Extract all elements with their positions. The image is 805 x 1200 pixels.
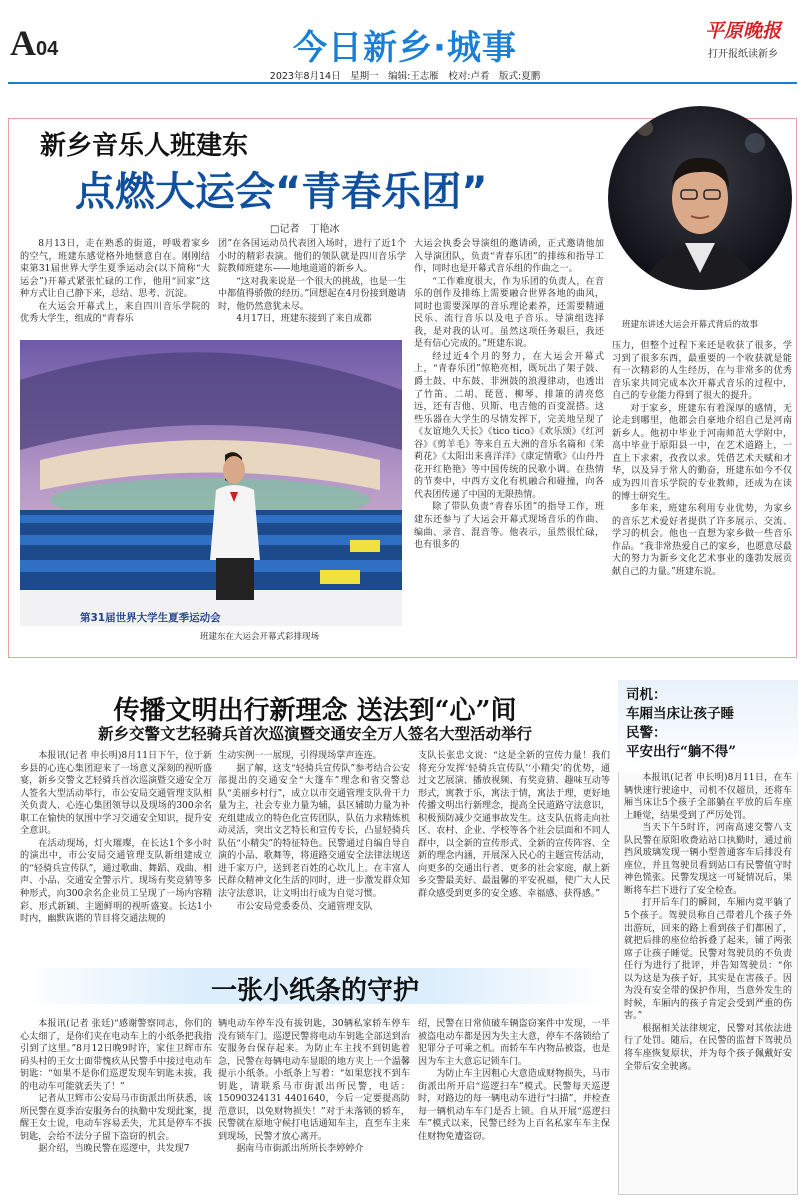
article1-byline: □记者 丁艳冰 xyxy=(270,224,340,235)
paragraph: 打开后车门的瞬间，车厢内竟平躺了5个孩子。驾驶员称自己带着几个孩子外出游玩，回来的路上看到孩子们都困了，就把后排的座位给拆叠了起来，铺了两张席子让孩子睡觉。民警对驾驶员的不负责任行为进行了批评，并告知驾驶员：“你以为这是为孩子好，其实是在害孩子。因为没有安全带的保护作用，当意外发生的时候，车厢内的孩子肯定会受到严重的伤害。” xyxy=(624,898,792,1022)
article3-col3 xyxy=(418,1018,610,1194)
paragraph: 当天下午5时许，河南高速交警八支队民警在原阳收费站站口执勤时，通过前挡风玻璃发现一辆小型普通客车后排没有座位，并且驾驶员看到站口有民警值守时神色慌张。民警发现这一可疑情况后，果断将车拦下进行了安全检查。 xyxy=(624,823,792,896)
page-letter: A xyxy=(10,23,36,63)
paragraph: 据了解，这支“轻骑兵宣传队”参考结合公安部提出的交通安全“大篷车”理念和省交警总队“美丽乡村行”，成立以市交通管理支队骨干力量为主，社会专业力量为辅，县区辅助力量为补充组建成立的特色化宣传团队，队伍力求精炼机动灵活，突出文艺特长和宣传专长，凸显轻骑兵队伍“小精尖”的特征特色。民警通过自编自导自演的小品、歌舞等，将道路交通安全法律法规送进千家万户，送到老百姓的心坎儿上。在丰富人民群众精神文化生活的同时，进一步激发群众知法守法意识，让文明出行成为自觉习惯。 xyxy=(218,763,410,900)
paragraph: 市公安局党委委员、交通管理支队 xyxy=(236,901,373,912)
page-number xyxy=(10,22,90,62)
paragraph: 4月17日，班建东接到了来自成都 xyxy=(236,314,372,325)
section-title: 今日新乡·城事 xyxy=(293,28,517,68)
paragraph: 辆电动车停车没有拔钥匙，30辆私家轿车停车没有锁车门。巡逻民警将电动车钥匙全部送到治安服务台保存起来。为防止车主找不到钥匙着急，民警在每辆电动车显眼的地方夹上一个温馨提示小纸条。小纸条上写着：“如果您找不到车钥匙，请联系马市街派出所民警，电话：15090324131 4401640，今后一定要提高防范意识，以免财物损失！”对于未落锁的轿车，民警就在原地守候打电话通知车主，直至车主来到现场，民警才放心离开。 xyxy=(218,1019,410,1142)
stage-photo xyxy=(20,340,402,626)
paragraph: 支队长张忠文说：“这是全新的宣传力量！我们将充分发挥‘轻骑兵宣传队’‘小精尖’的优势，通过文艺展演、播放视频、有奖竞猜、趣味互动等形式，寓教于乐，寓法于情，寓法于理，更好地传播文明出行新理念，提高全民道路守法意识，积极预防减少交通事故发生。这支队伍将走向社区、农村、企业、学校等各个社会层面和不同人群中，以全新的宣传形式、全新的宣传阵容、全新的理念内涵，开展深入民心的主题宣传活动，向更多的交通出行者、更多的社会家庭，献上新乡交警最美好、最温馨的平安祝福，使广大人民群众感受到更多的安全感、幸福感、获得感。” xyxy=(418,751,610,900)
article3-headline: 一张小纸条的守护 xyxy=(210,976,419,1006)
paragraph: 本报讯(记者 申长明)8月11日，在车辆快速行驶途中，司机不仅超员，还将车厢当床让5个孩子全部躺在平放的后车座上睡觉，结果受到了严厉处罚。 xyxy=(624,773,792,821)
article2-col1 xyxy=(20,750,212,950)
article2-subhead: 新乡交警文艺轻骑兵首次巡演暨交通安全万人签名大型活动举行 xyxy=(97,724,532,743)
newspaper-logo xyxy=(688,16,798,62)
paragraph: “工作难度很大，作为乐团的负责人，在音乐的创作及排练上需要融合世界各地的曲风，同时也需要深厚的音乐理论素养，还需要精通民乐、流行音乐以及电子音乐。导演组选择我，是对我的认可。虽然这项任务艰巨，我还是有信心完成的。”班建东说。 xyxy=(414,276,604,350)
paragraph: 经过近4个月的努力，在大运会开幕式上，“青春乐团”惊艳亮相，既玩出了架子鼓、爵士鼓、中东鼓、非洲鼓的浪漫律动，也透出了竹笛、二胡、琵琶、柳琴、排箫的清亮悠远，还有吉他、贝斯、电吉他的百变混搭。这些乐器在大学生的尽情发挥下，完美地呈现了《友谊地久天长》《tico tico》《欢乐颂》《红河谷》《剪羊毛》等来自五大洲的音乐名篇和《茉莉花》《太阳出来喜洋洋》《康定情歌》《山丹丹花开红艳艳》等中国传统的民歌小调。在热情的节奏中，中西方文化有机融合和碰撞，向各代表团传递了中国的无限热情。 xyxy=(414,351,604,500)
headline-line: 平安出行“躺不得” xyxy=(626,743,737,760)
paragraph: 绍，民警在日常侦破车辆盗窃案件中发现，一半被盗电动车都是因为失主大意，停车不落锁给了犯罪分子可乘之机。而轿车车内物品被盗，也是因为车主大意忘记锁车门。 xyxy=(418,1019,610,1067)
meta-line: 2023年8月14日 星期一 编辑:王志雁 校对:卢肴 版式:夏鹏 xyxy=(269,71,541,82)
article2-col3 xyxy=(418,750,610,950)
portrait-photo xyxy=(605,98,795,318)
paragraph: 记者从卫辉市公安局马市街派出所获悉，该所民警在夏季治安服务台的执勤中发现此案，提醒王女士说，电动车容易丢失，尤其是停车不拔钥匙，会给不法分子留下盗窃的机会。 xyxy=(20,1094,212,1142)
paragraph: 生动实例一一展现，引得现场掌声连连。 xyxy=(218,751,382,761)
paragraph: “这对我来说是一个很大的挑战，也是一生中都值得骄傲的经历。”回想起在4月份接到邀请时，他仍然意犹未尽。 xyxy=(218,276,406,312)
article3-col1 xyxy=(20,1018,212,1194)
page-num: 04 xyxy=(36,38,59,60)
header-rule xyxy=(8,82,797,84)
article4-headline xyxy=(626,686,796,762)
paragraph: 为防止车主因粗心大意造成财物损失，马市街派出所开启“巡逻扫车”模式。民警每天巡逻时，对路边的每一辆电动车进行“扫描”，并检查每一辆机动车车门是否上锁。自从开展“巡逻扫车”模式以来，民警已经为上百名私家车车主保住财物免遭盗窃。 xyxy=(418,1069,610,1142)
logo-text: 平原晚报 xyxy=(704,20,781,42)
article1-col3 xyxy=(414,238,604,652)
paragraph: 对于家乡，班建东有着深厚的感情，无论走到哪里，他都会自豪地介绍自己是河南新乡人。他初中毕业于河南师范大学附中，高中毕业于原阳县一中，在艺术道路上，一直上下求索，孜孜以求。凭借艺术天赋和才华，以及异于常人的勤奋，班建东如今不仅成为四川音乐学院的专业教师，还成为在读的博士研究生。 xyxy=(612,403,792,502)
photo-banner: 第31届世界大学生夏季运动会 xyxy=(80,612,221,624)
paragraph: 本报讯(记者 申长明)8月11日下午，位于新乡县的心连心集团迎来了一场意义深刻的视听盛宴，新乡交警文艺轻骑兵首次巡演暨交通安全万人签名大型活动举行，市公安局交通管理支队相关负责人、心连心集团领导以及现场的300余名职工在愉快的氛围中学习交通安全知识，提升安全意识。 xyxy=(20,751,212,837)
portrait-caption: 班建东讲述大运会开幕式背后的故事 xyxy=(622,320,759,330)
headline-line: 民警： xyxy=(626,724,667,741)
headline-line: 司机： xyxy=(626,687,667,703)
article4-body xyxy=(624,772,792,1192)
headline-line: 车厢当床让孩子睡 xyxy=(626,705,734,722)
paragraph: 多年来，班建东利用专业优势，为家乡的音乐艺术爱好者提供了许多展示、交流、学习的机会。他也一直想为家乡做一些音乐作品。“我非常热爱自己的家乡，也愿意尽最大的努力为新乡文化艺术事业的蓬勃发展贡献自己的力量。”班建东说。 xyxy=(612,504,792,577)
article1-kicker: 新乡音乐人班建东 xyxy=(40,131,249,161)
paragraph: 据南马市街派出所所长李婷婷介 xyxy=(236,1144,364,1155)
paragraph: 大运会执委会导演组的邀请函，正式邀请他加入导演团队，负责“青春乐团”的排练和指导工作，同时也是开幕式音乐组的作曲之一。 xyxy=(414,239,604,275)
paragraph: 压力，但整个过程下来还是收获了很多，学习到了很多东西，最重要的一个收获就是能有一次精彩的人生经历，在与非常多的优秀音乐家共同完成本次开幕式音乐的过程中，自己的专业能力得到了很大的提升。 xyxy=(612,341,792,402)
paragraph: 在活动现场，灯火璀璨，在长达1个多小时的演出中，市公安局交通管理支队新组建成立的“轻骑兵宣传队”，通过歌曲、舞蹈、戏曲、相声、小品、交通安全警示片、现场有奖竞猜等多种形式，向300余名企业员工呈现了一场内容精彩、形式新颖、主题鲜明的视听盛宴。长达1小时内，幽默诙谐的节目将交通法规的 xyxy=(20,838,212,925)
paragraph: 在大运会开幕式上，来自四川音乐学院的优秀大学生，组成的“青春乐 xyxy=(20,301,210,325)
article1-col2 xyxy=(218,238,406,338)
article1-col1 xyxy=(20,238,210,338)
paragraph: 根据相关法律规定，民警对其依法进行了处罚。随后，在民警的监督下驾驶员将车座恢复原状，并为每个孩子佩戴好安全带后安全驶离。 xyxy=(624,1023,792,1072)
paragraph: 据介绍，当晚民警在巡逻中，共发现7 xyxy=(38,1144,190,1155)
article1-col4 xyxy=(612,340,792,654)
paragraph: 除了带队负责“青春乐团”的指导工作，班建东还参与了大运会开幕式现场音乐的作曲、编曲、录音、混音等。他表示，虽然很忙碌，也有很多的 xyxy=(414,502,604,551)
article2-headline: 传播文明出行新理念 送法到“心”间 xyxy=(113,696,517,726)
photo-caption: 班建东在大运会开幕式彩排现场 xyxy=(200,632,320,642)
paragraph: 团”在各国运动员代表团入场时，进行了近1个小时的精彩表演。他们的领队就是四川音乐学院教师班建东——地地道道的新乡人。 xyxy=(218,239,406,275)
article3-col2 xyxy=(218,1018,410,1194)
paragraph: 本报讯(记者 张廷)“感谢警察同志，你们的心太细了，是你们夹在电动车上的小纸条把我指引到了这里。”8月12日晚9时许，家住卫辉市东码头村的王女士面带愧疚从民警手中接过电动车钥匙：“如果不是你们巡逻发现车钥匙未拔，我的电动车可能就丢失了！” xyxy=(20,1019,212,1092)
paragraph: 8月13日，走在熟悉的街道，呼吸着家乡的空气，班建东感觉格外地惬意自在。刚刚结束第31届世界大学生夏季运动会(以下简称“大运会”)开幕式紧张忙碌的工作，他用“回家”这种方式让自己静下来，总结、思考、沉淀。 xyxy=(20,239,210,300)
article1-headline: 点燃大运会“青春乐团” xyxy=(75,169,488,215)
logo-slogan: 打开报纸读新乡 xyxy=(708,49,778,60)
article2-col2 xyxy=(218,750,410,950)
